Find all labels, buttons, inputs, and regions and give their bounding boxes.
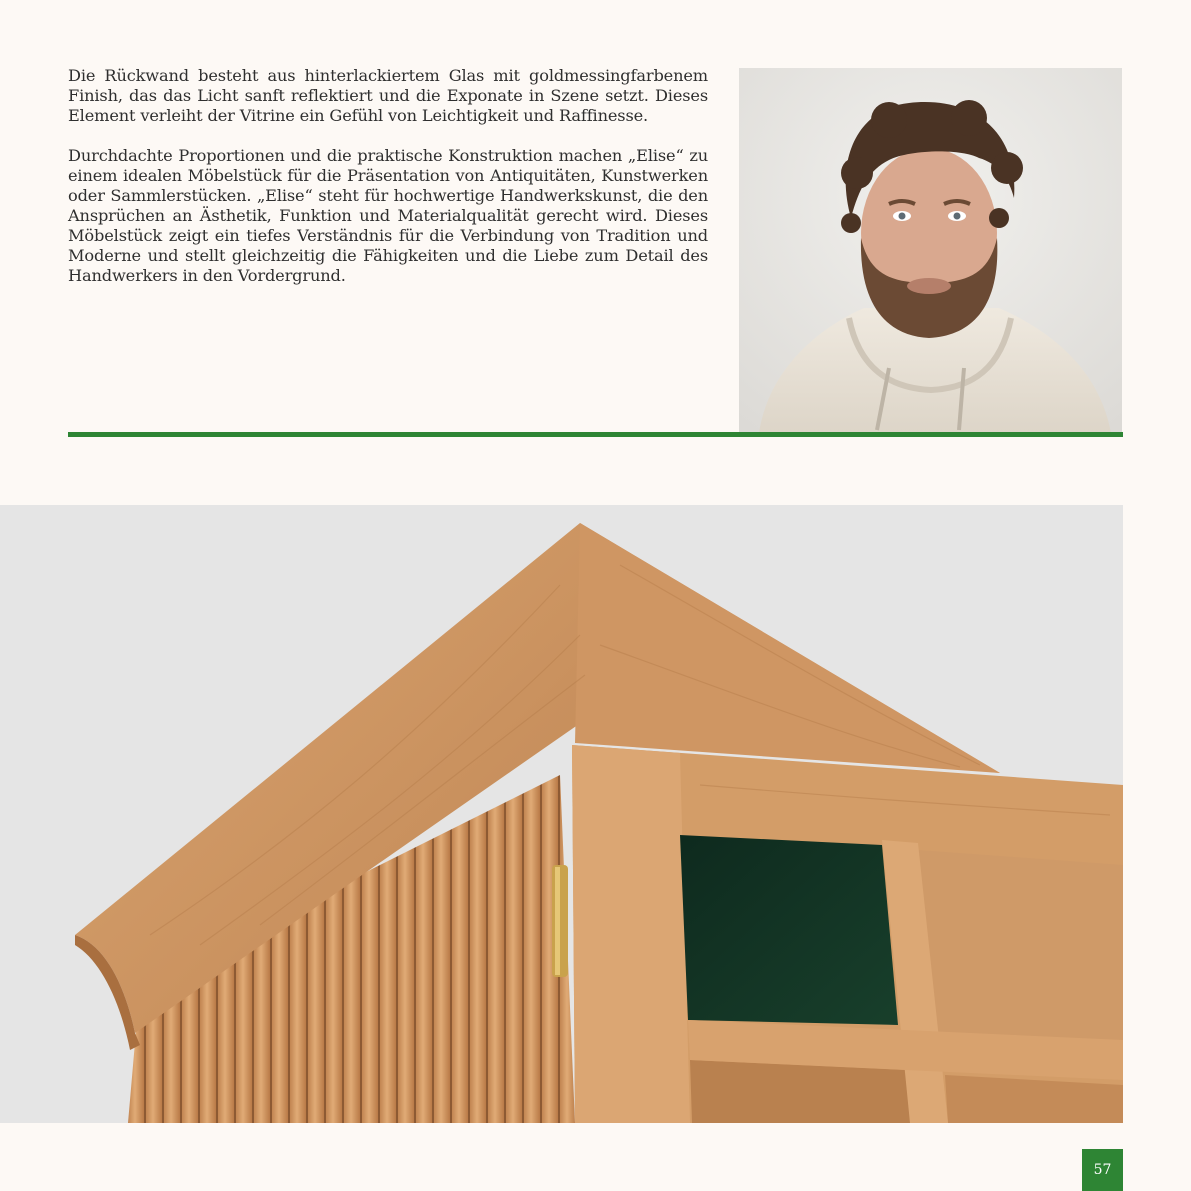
page-number-badge: [1082, 1149, 1123, 1191]
paragraph-2: Durchdachte Proportionen und die praktische Konstruktion machen „Elise“ zu einem idealen Möbelstück für die Präsentation von Antiquitäten, Kunstwerken oder Sammlerstücken. „Elise“ steht für hochwertige Handwerkskunst, die den Ansprüchen an Ästhetik, Funktion und Materialqualität gerecht wird. Dieses Möbelstück zeigt ein tiefes Verständnis für die Verbindung von Tradition und Moderne und stellt gleichzeitig die Fähigkeiten und die Liebe zum Detail des Handwerkers in den Vordergrund.: [68, 146, 708, 285]
cabinet-photo: [0, 505, 1123, 1123]
paragraph-1: Die Rückwand besteht aus hinterlackiertem Glas mit goldmessingfarbenem Finish, das das Licht sanft reflektiert und die Exponate in Szene setzt. Dieses Element verleiht der Vitrine ein Gefühl von Leichtigkeit und Raffinesse.: [68, 66, 708, 125]
craftsman-portrait-photo: [739, 68, 1122, 433]
green-divider-line: [68, 432, 1123, 437]
article-text: [68, 66, 708, 306]
page-number: 57: [1093, 1162, 1112, 1178]
